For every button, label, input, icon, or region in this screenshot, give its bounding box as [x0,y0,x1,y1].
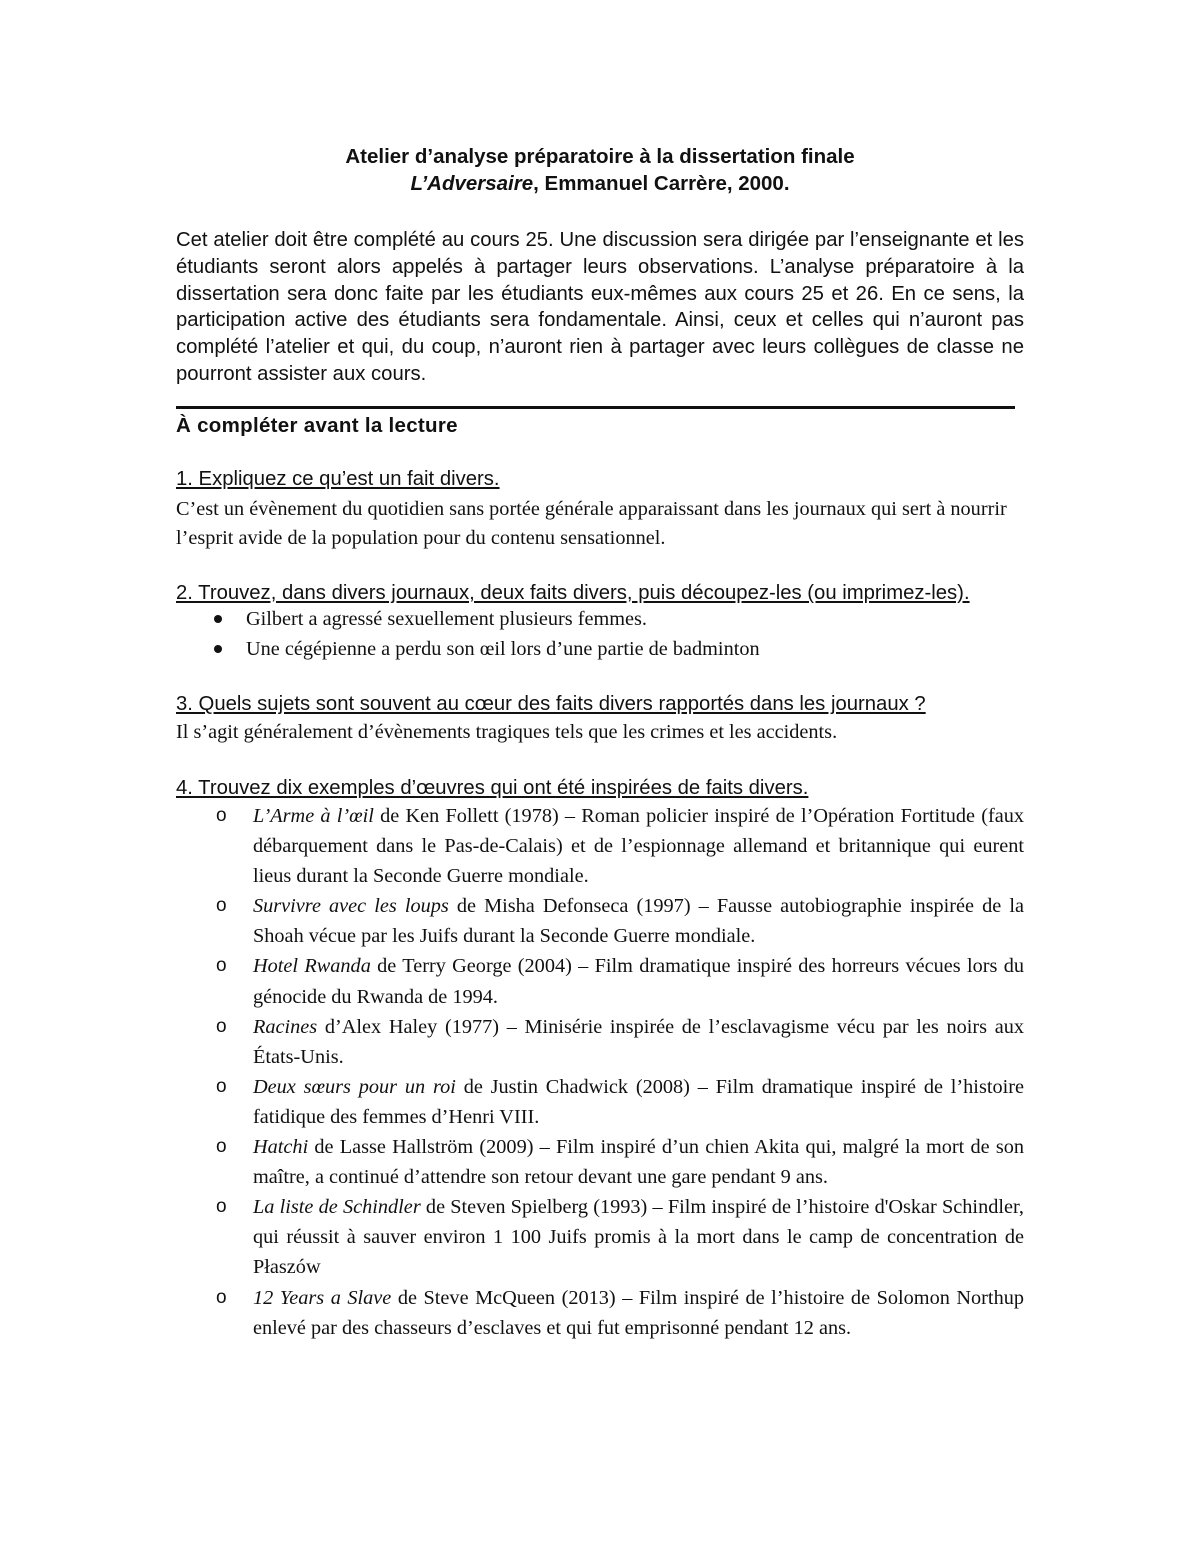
list-marker-icon: o [216,895,227,917]
work-description: de Ken Follett (1978) – Roman policier inspiré de l’Opération Fortitude (faux débarquement dans le Pas-de-Calais) et de l’espionnage allemand et britannique qui eurent lieus durant la Seconde Guerre mondiale. [253,805,1024,888]
list-item [176,891,1024,951]
answer-3: Il s’agit généralement d’évènements tragiques tels que les crimes et les accidents. [176,721,838,743]
list-marker-icon: o [216,1196,227,1218]
work-title: Deux sœurs pour un roi [253,1075,456,1098]
list-item [176,1132,1024,1192]
work-description: de Justin Chadwick (2008) – Film dramatique inspiré de l’histoire fatidique des femmes d’Henri VIII. [253,1075,1024,1128]
list-item [176,1283,1024,1343]
question-2: 2. Trouvez, dans divers journaux, deux faits divers, puis découpez-les (ou imprimez-les). [176,582,970,604]
work-title: Hotel Rwanda [253,955,371,978]
document-subtitle [176,171,1024,197]
work-title: Racines [253,1015,318,1038]
bullet-icon [214,615,222,623]
work-description: de Misha Defonseca (1997) – Fausse autobiographie inspirée de la Shoah vécue par les Juifs durant la Seconde Guerre mondiale. [253,895,1024,948]
list-item [176,801,1024,891]
work-title: L’Adversaire [410,172,534,195]
list-item [176,951,1024,1011]
list-marker-icon: o [216,1286,227,1308]
list-item [176,634,1026,664]
work-title: L’Arme à l’œil [253,805,374,827]
question-1: 1. Expliquez ce qu’est un fait divers. [176,468,500,490]
answer-2-list [176,604,1026,664]
answer-1: C’est un évènement du quotidien sans portée générale apparaissant dans les journaux qui sert à nourrir l’esprit avide de la population pour du contenu sensationnel. [176,498,1007,549]
document-title: Atelier d’analyse préparatoire à la dissertation finale [345,145,855,168]
works-list [176,801,1024,1343]
work-title: Hatchi [253,1136,309,1159]
list-item [176,1192,1024,1282]
work-author-year: , Emmanuel Carrère, 2000. [533,172,790,195]
section-heading: À compléter avant la lecture [176,414,458,437]
section-divider [176,406,1015,409]
question-4: 4. Trouvez dix exemples d’œuvres qui ont été inspirées de faits divers. [176,777,809,799]
bullet-icon [214,645,222,653]
work-description: de Steven Spielberg (1993) – Film inspiré de l’histoire d'Oskar Schindler, qui réussit à sauver environ 1 100 Juifs promis à la mort dans le camp de concentration de Płaszów [253,1196,1024,1279]
list-marker-icon: o [216,1015,227,1037]
work-title: La liste de Schindler [253,1196,421,1219]
question-3: 3. Quels sujets sont souvent au cœur des faits divers rapportés dans les journaux ? [176,693,926,715]
list-marker-icon: o [216,805,227,826]
list-item [176,604,1026,634]
work-title: Survivre avec les loups [253,895,449,918]
work-description: de Lasse Hallström (2009) – Film inspiré d’un chien Akita qui, malgré la mort de son maître, a continué d’attendre son retour devant une gare pendant 9 ans. [253,1136,1024,1189]
list-item [176,1012,1024,1072]
list-marker-icon: o [216,1136,227,1158]
work-description: d’Alex Haley (1977) – Minisérie inspirée de l’esclavagisme vécu par les noirs aux États-Unis. [253,1015,1024,1068]
list-marker-icon: o [216,955,227,977]
intro-paragraph: Cet atelier doit être complété au cours 25. Une discussion sera dirigée par l’enseignante et les étudiants seront alors appelés à partager leurs observations. L’analyse préparatoire à la dissertation sera donc faite par les étudiants eux-mêmes aux cours 25 et 26. En ce sens, la participation active des étudiants sera fondamentale. Ainsi, ceux et celles qui n’auront pas complété l’atelier et qui, du coup, n’auront rien à partager avec leurs collègues de classe ne pourront assister aux cours. [176,229,1024,385]
list-item-text: Une cégépienne a perdu son œil lors d’une partie de badminton [246,638,760,660]
list-marker-icon: o [216,1075,227,1097]
work-title: 12 Years a Slave [253,1286,392,1309]
list-item-text: Gilbert a agressé sexuellement plusieurs femmes. [246,608,647,630]
list-item [176,1072,1024,1132]
work-description: de Steve McQueen (2013) – Film inspiré de l’histoire de Solomon Northup enlevé par des chasseurs d’esclaves et qui fut emprisonné pendant 12 ans. [253,1286,1024,1339]
work-description: de Terry George (2004) – Film dramatique inspiré des horreurs vécues lors du génocide du Rwanda de 1994. [253,955,1024,1008]
